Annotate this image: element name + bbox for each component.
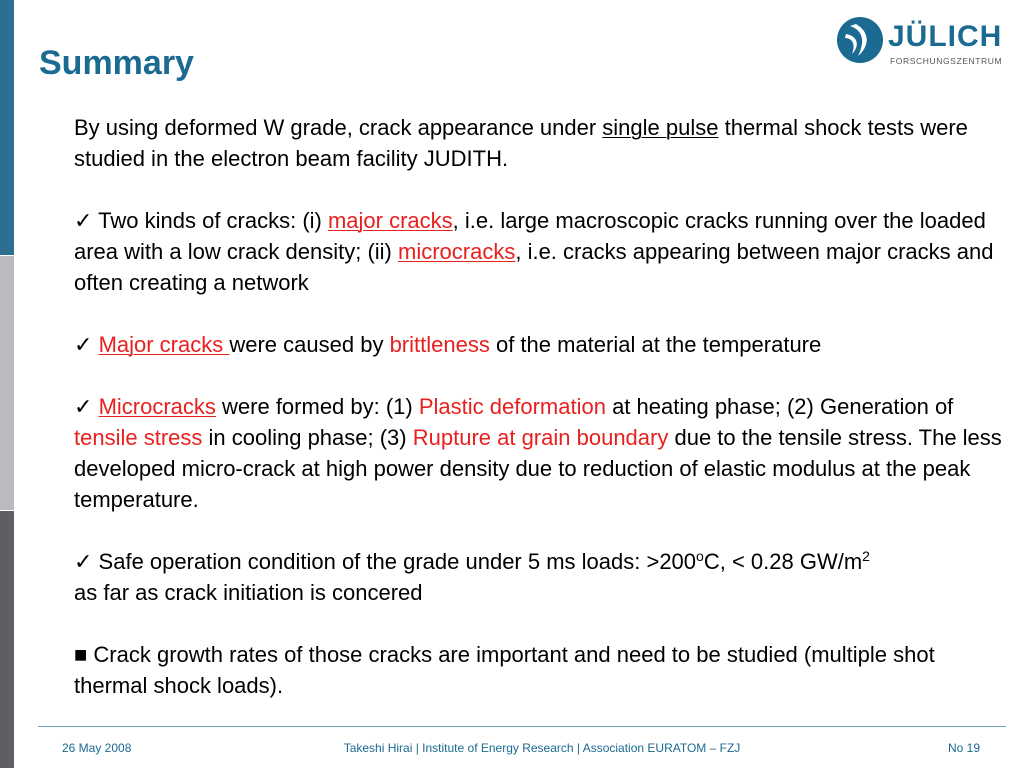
term-plastic-deformation: Plastic deformation <box>418 394 606 419</box>
term-major-cracks: major cracks <box>327 208 453 233</box>
term-tensile-stress: tensile stress <box>74 425 203 450</box>
side-bar-light-gray <box>0 256 14 510</box>
single-pulse-underline: single pulse <box>602 115 719 140</box>
term-microcracks: Microcracks <box>98 394 216 419</box>
term-microcracks: microcracks <box>398 239 516 264</box>
intro-paragraph: By using deformed W grade, crack appearance under single pulse thermal shock tests were studied in the electron beam facility JUDITH. <box>74 115 968 171</box>
julich-logo <box>836 14 1011 70</box>
check-icon: ✓ <box>74 549 93 574</box>
footer-author: Takeshi Hirai | Institute of Energy Research | Association EURATOM – FZJ <box>343 741 741 755</box>
julich-logo-icon <box>836 16 884 64</box>
term-major-cracks: Major cracks <box>98 332 230 357</box>
check-icon: ✓ <box>74 332 93 357</box>
side-bar-dark-gray <box>0 511 14 768</box>
check-icon: ✓ <box>74 394 93 419</box>
point-crack-growth: ■ Crack growth rates of those cracks are important and need to be studied (multiple shot thermal shock loads). <box>74 642 935 698</box>
point-crack-types: ✓ Two kinds of cracks: (i) major cracks, i.e. large macroscopic cracks running over the loaded area with a low crack density; (ii) microcracks, i.e. cracks appearing between major cracks and often creating a network <box>74 208 994 295</box>
point-microcracks: ✓ Microcracks were formed by: (1) Plastic deformation at heating phase; (2) Generation of tensile stress in cooling phase; (3) Rupture at grain boundary due to the tensile stress. The less developed micro-crack at high power density due to reduction of elastic modulus at the peak temperature. <box>74 394 1002 512</box>
square-bullet-icon: ■ <box>74 642 88 667</box>
side-bar-blue <box>0 0 14 255</box>
footer-divider <box>38 726 1006 727</box>
check-icon: ✓ <box>74 208 93 233</box>
logo-subtitle: FORSCHUNGSZENTRUM <box>890 56 1003 66</box>
logo-wordmark: JÜLICH <box>888 20 1003 53</box>
term-rupture-grain-boundary: Rupture at grain boundary <box>412 425 669 450</box>
point-major-cracks: ✓ Major cracks were caused by brittleness of the material at the temperature <box>74 332 822 357</box>
point-safe-operation: ✓ Safe operation condition of the grade under 5 ms loads: $>200^oC$, < 0.28 $GW/m^2$ as far as crack initiation is concered <box>74 548 870 605</box>
footer-date: 26 May 2008 <box>62 741 132 755</box>
term-brittleness: brittleness <box>389 332 490 357</box>
slide-title: Summary <box>39 44 194 82</box>
summary-content <box>74 112 1014 701</box>
footer-page-number: No 19 <box>948 741 981 755</box>
